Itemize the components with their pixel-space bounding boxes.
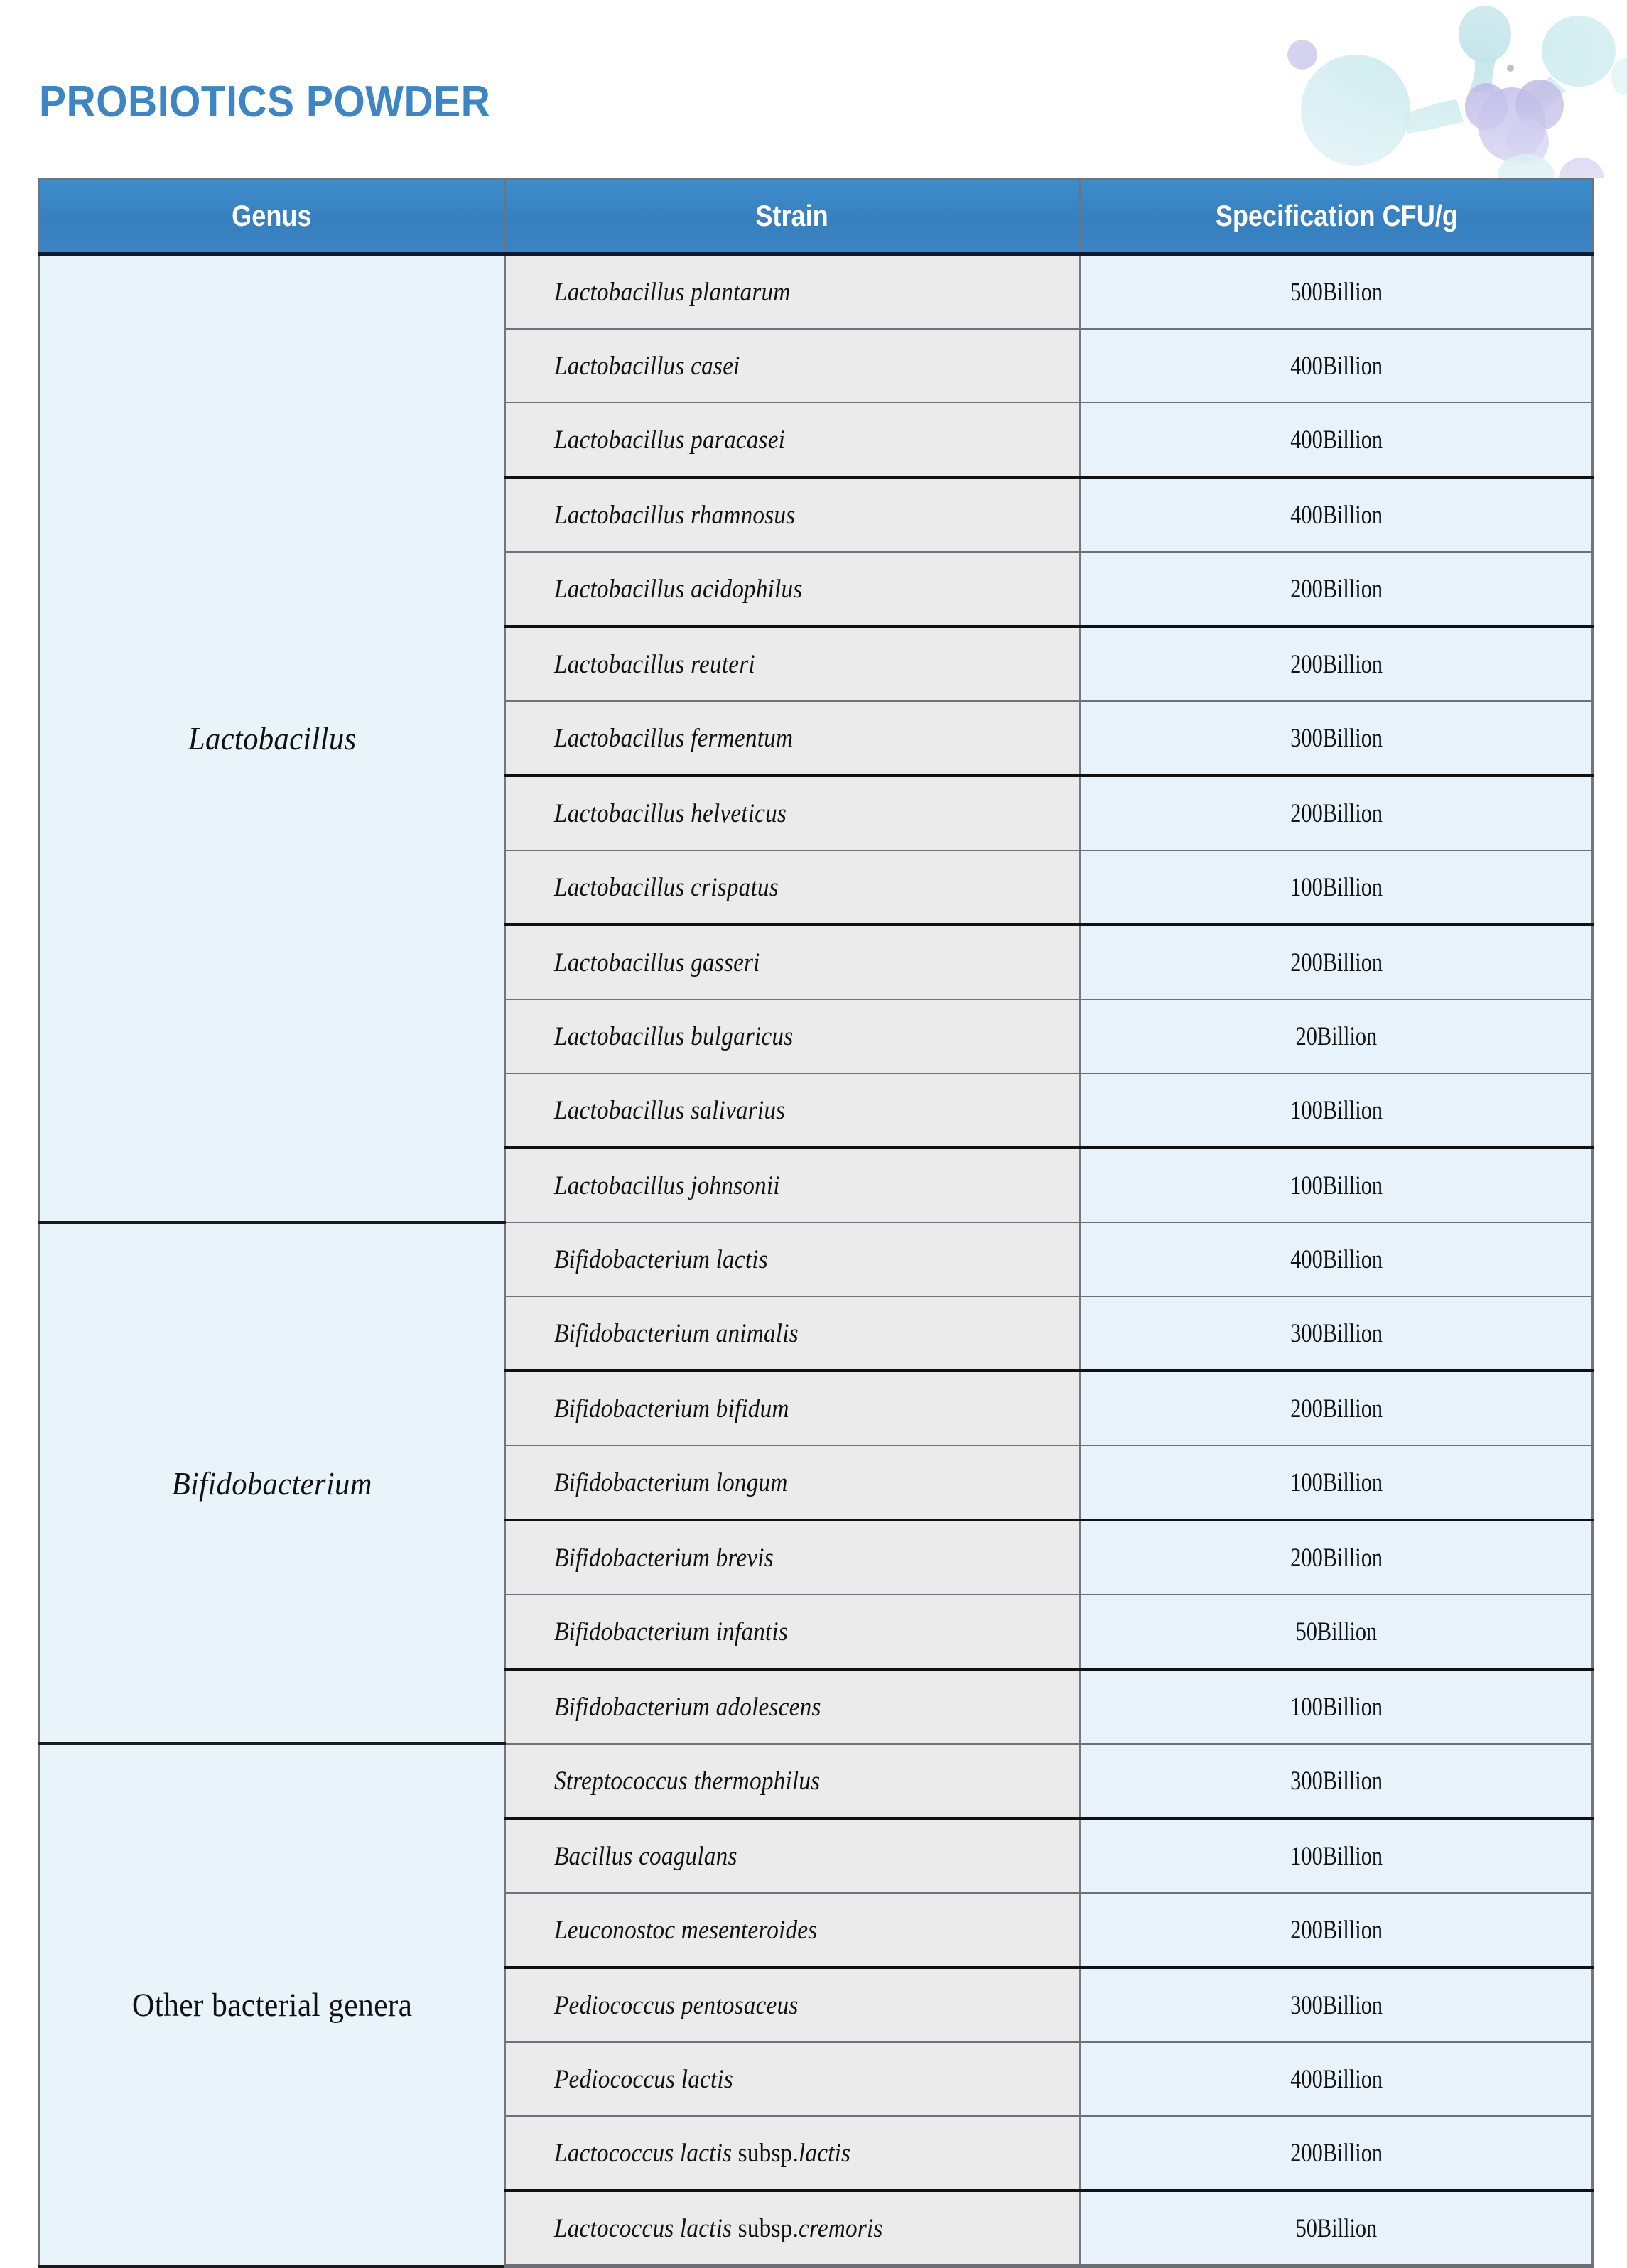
specification-value: 200Billion <box>1290 649 1383 679</box>
specification-value: 500Billion <box>1290 277 1383 307</box>
strain-label: Bifidobacterium infantis <box>553 1617 788 1646</box>
specification-value: 100Billion <box>1290 1841 1383 1871</box>
table-header <box>39 179 1593 254</box>
strain-cell <box>504 1968 1080 2042</box>
strain-cell <box>504 1445 1080 1520</box>
strain-cell <box>504 329 1080 403</box>
strain-label: Lactobacillus plantarum <box>553 277 791 307</box>
specification-value: 400Billion <box>1290 425 1383 455</box>
specification-value: 100Billion <box>1290 1095 1383 1125</box>
table-row <box>39 254 1593 330</box>
strain-label: Lactobacillus helveticus <box>553 798 787 828</box>
strain-cell <box>504 1296 1080 1371</box>
specification-cell <box>1080 2191 1593 2267</box>
strain-label: Lactobacillus johnsonii <box>553 1171 780 1200</box>
strain-cell <box>504 776 1080 850</box>
specification-value: 200Billion <box>1290 2138 1383 2168</box>
column-header-genus-label: Genus <box>232 199 312 232</box>
specification-value: 100Billion <box>1290 872 1383 902</box>
specification-cell <box>1080 477 1593 552</box>
strain-cell <box>504 254 1080 330</box>
strain-name-fragment: Lactococcus lactis <box>553 2138 738 2168</box>
specification-cell <box>1080 1595 1593 1669</box>
genus-label: Bifidobacterium <box>171 1465 372 1502</box>
strain-cell <box>504 1371 1080 1445</box>
genus-label: Other bacterial genera <box>131 1986 412 2024</box>
specification-cell <box>1080 925 1593 999</box>
strain-cell <box>504 1669 1080 1744</box>
specification-cell <box>1080 1371 1593 1445</box>
strain-label: Leuconostoc mesenteroides <box>553 1915 817 1945</box>
specification-value: 300Billion <box>1290 1990 1383 2020</box>
specification-value: 300Billion <box>1290 1766 1383 1796</box>
strain-label: Lactobacillus paracasei <box>553 425 785 455</box>
specification-value: 200Billion <box>1290 1394 1383 1423</box>
specification-cell <box>1080 1893 1593 1968</box>
strain-label: Bacillus coagulans <box>553 1841 737 1871</box>
strain-label: Lactobacillus rhamnosus <box>553 500 795 530</box>
strain-label <box>554 2138 850 2169</box>
specification-value: 200Billion <box>1290 1915 1383 1945</box>
strain-name-fragment: cremoris <box>798 2213 883 2243</box>
specification-cell <box>1080 254 1593 330</box>
specification-cell <box>1080 2042 1593 2116</box>
specification-cell <box>1080 701 1593 776</box>
specification-cell <box>1080 1222 1593 1296</box>
specification-value: 100Billion <box>1290 1171 1383 1200</box>
strain-cell <box>504 1818 1080 1893</box>
specification-cell <box>1080 403 1593 477</box>
strain-label: Pediococcus lactis <box>553 2064 733 2094</box>
strain-cell <box>504 1073 1080 1148</box>
strain-cell <box>504 999 1080 1073</box>
specification-value: 50Billion <box>1295 2213 1378 2243</box>
specification-cell <box>1080 1744 1593 1818</box>
molecule-bubbles-graphic <box>1229 0 1627 178</box>
strain-label: Bifidobacterium longum <box>553 1467 788 1497</box>
column-header-specification <box>1080 179 1593 254</box>
strain-label: Lactobacillus salivarius <box>553 1095 785 1125</box>
strain-label: Bifidobacterium brevis <box>553 1543 774 1573</box>
specification-value: 50Billion <box>1295 1617 1378 1646</box>
strain-label: Lactobacillus reuteri <box>553 649 755 679</box>
strain-label: Lactobacillus bulgaricus <box>553 1021 793 1051</box>
strain-label <box>554 2213 883 2244</box>
page-title: PROBIOTICS POWDER <box>39 77 491 126</box>
genus-cell <box>39 254 504 1223</box>
strain-cell <box>504 1222 1080 1296</box>
specification-value: 400Billion <box>1290 500 1383 530</box>
strain-cell <box>504 850 1080 925</box>
specification-value: 200Billion <box>1290 798 1383 828</box>
strain-cell <box>504 2116 1080 2191</box>
strain-cell <box>504 2042 1080 2116</box>
strain-label: Lactobacillus casei <box>553 351 740 381</box>
strain-label: Streptococcus thermophilus <box>553 1766 820 1796</box>
strain-cell <box>504 1148 1080 1222</box>
specification-cell <box>1080 552 1593 626</box>
strain-cell <box>504 1520 1080 1595</box>
specification-value: 100Billion <box>1290 1692 1383 1722</box>
column-header-strain-label: Strain <box>755 199 829 232</box>
strain-cell <box>504 552 1080 626</box>
strain-cell <box>504 403 1080 477</box>
specification-cell <box>1080 1968 1593 2042</box>
strain-label: Bifidobacterium adolescens <box>553 1692 821 1722</box>
genus-label: Lactobacillus <box>188 720 357 756</box>
specification-cell <box>1080 1445 1593 1520</box>
specification-cell <box>1080 1520 1593 1595</box>
probiotics-spec-table <box>38 178 1594 2268</box>
table-row <box>39 1744 1593 1818</box>
strain-cell <box>504 2191 1080 2267</box>
specification-cell <box>1080 776 1593 850</box>
specification-value: 200Billion <box>1290 1543 1383 1573</box>
probiotics-spec-table-wrap <box>38 178 1591 2268</box>
strain-label: Lactobacillus acidophilus <box>553 574 803 604</box>
strain-rank-fragment: subsp. <box>737 2213 799 2243</box>
strain-cell <box>504 925 1080 999</box>
specification-cell <box>1080 2116 1593 2191</box>
specification-value: 300Billion <box>1290 1318 1383 1348</box>
specification-value: 400Billion <box>1290 1244 1383 1274</box>
specification-cell <box>1080 1669 1593 1744</box>
strain-rank-fragment: subsp. <box>737 2138 799 2168</box>
specification-cell <box>1080 1148 1593 1222</box>
specification-cell <box>1080 999 1593 1073</box>
table-row <box>39 1222 1593 1296</box>
specification-value: 200Billion <box>1290 574 1383 604</box>
strain-cell <box>504 477 1080 552</box>
strain-name-fragment: Lactococcus lactis <box>553 2213 738 2243</box>
specification-value: 400Billion <box>1290 2064 1383 2094</box>
specification-value: 20Billion <box>1295 1021 1378 1051</box>
strain-label: Lactobacillus crispatus <box>553 872 779 902</box>
strain-cell <box>504 626 1080 701</box>
strain-label: Lactobacillus fermentum <box>553 723 793 753</box>
specification-cell <box>1080 329 1593 403</box>
column-header-specification-label: Specification CFU/g <box>1215 199 1458 232</box>
genus-cell <box>39 1222 504 1744</box>
specification-cell <box>1080 1296 1593 1371</box>
strain-label: Bifidobacterium bifidum <box>553 1394 789 1423</box>
strain-cell <box>504 1893 1080 1968</box>
specification-cell <box>1080 1073 1593 1148</box>
strain-name-fragment: lactis <box>798 2138 850 2168</box>
strain-label: Bifidobacterium lactis <box>553 1244 768 1274</box>
strain-label: Pediococcus pentosaceus <box>553 1990 799 2020</box>
strain-cell <box>504 1595 1080 1669</box>
specification-value: 300Billion <box>1290 723 1383 753</box>
strain-label: Lactobacillus gasseri <box>553 948 760 977</box>
specification-cell <box>1080 850 1593 925</box>
table-body <box>39 254 1593 2267</box>
specification-value: 100Billion <box>1290 1467 1383 1497</box>
strain-cell <box>504 701 1080 776</box>
specification-cell <box>1080 626 1593 701</box>
genus-cell <box>39 1744 504 2267</box>
specification-value: 200Billion <box>1290 948 1383 977</box>
header-row <box>39 179 1593 254</box>
strain-label: Bifidobacterium animalis <box>553 1318 799 1348</box>
column-header-strain <box>504 179 1080 254</box>
strain-cell <box>504 1744 1080 1818</box>
column-header-genus <box>39 179 504 254</box>
specification-cell <box>1080 1818 1593 1893</box>
specification-value: 400Billion <box>1290 351 1383 381</box>
